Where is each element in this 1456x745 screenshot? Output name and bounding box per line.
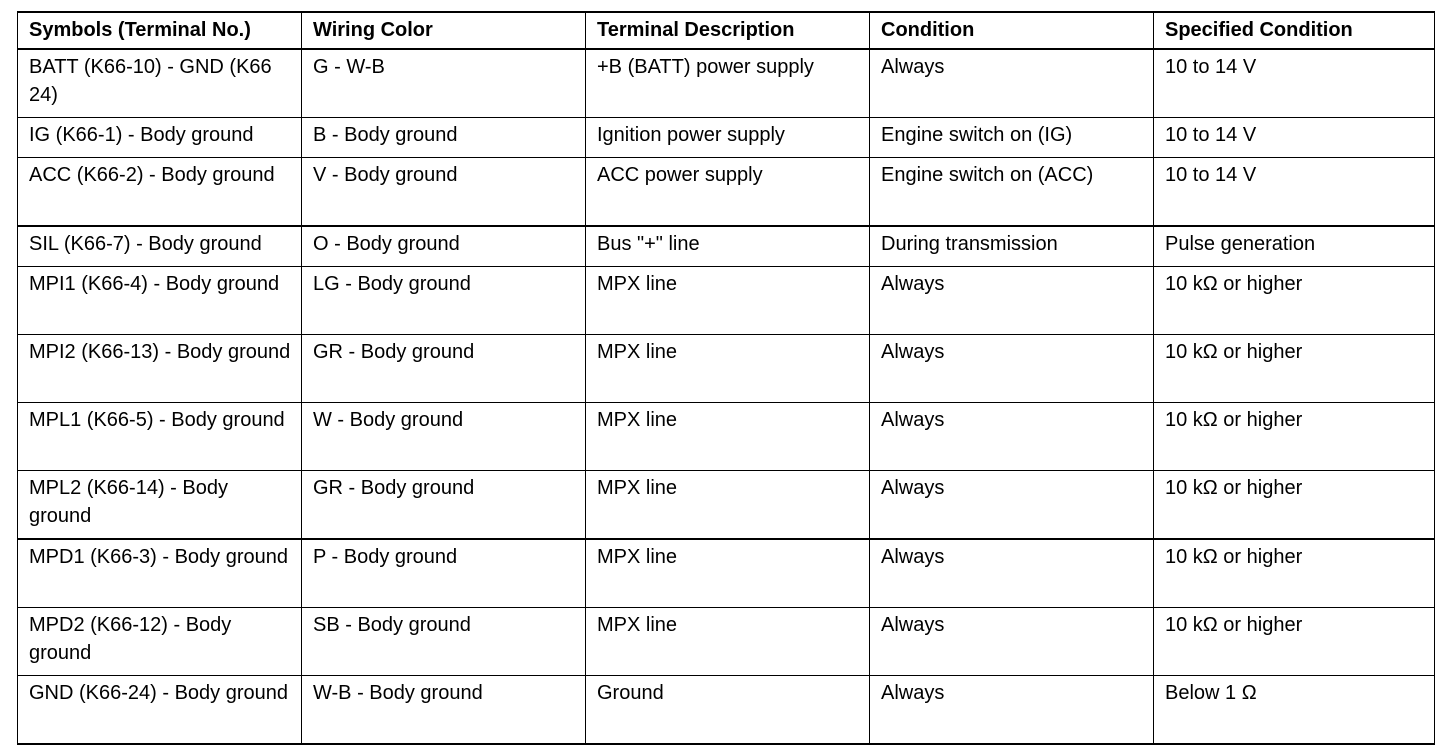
- cell-specified: 10 kΩ or higher: [1154, 267, 1435, 335]
- cell-description: Ground: [586, 676, 870, 745]
- table-header: [18, 12, 1435, 49]
- cell-condition: Always: [870, 49, 1154, 118]
- cell-specified: Below 1 Ω: [1154, 676, 1435, 745]
- cell-symbol: BATT (K66-10) - GND (K66 24): [18, 49, 302, 118]
- cell-specified: 10 kΩ or higher: [1154, 403, 1435, 471]
- cell-description: MPX line: [586, 539, 870, 608]
- cell-description: +B (BATT) power supply: [586, 49, 870, 118]
- cell-description: MPX line: [586, 267, 870, 335]
- table-row: [18, 158, 1435, 227]
- cell-specified: 10 kΩ or higher: [1154, 539, 1435, 608]
- cell-symbol: GND (K66-24) - Body ground: [18, 676, 302, 745]
- cell-symbol: MPI1 (K66-4) - Body ground: [18, 267, 302, 335]
- cell-description: Bus "+" line: [586, 226, 870, 267]
- cell-wiring-color: G - W-B: [302, 49, 586, 118]
- cell-wiring-color: B - Body ground: [302, 118, 586, 158]
- cell-wiring-color: GR - Body ground: [302, 471, 586, 540]
- cell-specified: Pulse generation: [1154, 226, 1435, 267]
- header-specified-condition: Specified Condition: [1154, 12, 1435, 49]
- cell-condition: During transmission: [870, 226, 1154, 267]
- cell-description: MPX line: [586, 335, 870, 403]
- table-row: [18, 608, 1435, 676]
- cell-description: MPX line: [586, 403, 870, 471]
- table-row: [18, 226, 1435, 267]
- cell-specified: 10 kΩ or higher: [1154, 471, 1435, 540]
- header-row: [18, 12, 1435, 49]
- cell-condition: Always: [870, 403, 1154, 471]
- header-wiring-color: Wiring Color: [302, 12, 586, 49]
- table-row: [18, 539, 1435, 608]
- cell-specified: 10 to 14 V: [1154, 118, 1435, 158]
- cell-description: ACC power supply: [586, 158, 870, 227]
- cell-symbol: ACC (K66-2) - Body ground: [18, 158, 302, 227]
- cell-symbol: MPL2 (K66-14) - Body ground: [18, 471, 302, 540]
- header-terminal-description: Terminal Description: [586, 12, 870, 49]
- cell-description: Ignition power supply: [586, 118, 870, 158]
- table-body: [18, 49, 1435, 744]
- cell-condition: Always: [870, 608, 1154, 676]
- header-condition: Condition: [870, 12, 1154, 49]
- cell-symbol: IG (K66-1) - Body ground: [18, 118, 302, 158]
- cell-wiring-color: W-B - Body ground: [302, 676, 586, 745]
- cell-specified: 10 kΩ or higher: [1154, 608, 1435, 676]
- cell-condition: Always: [870, 267, 1154, 335]
- terminal-spec-table: [17, 11, 1435, 745]
- table-row: [18, 118, 1435, 158]
- table-row: [18, 471, 1435, 540]
- cell-wiring-color: P - Body ground: [302, 539, 586, 608]
- cell-condition: Always: [870, 471, 1154, 540]
- cell-wiring-color: GR - Body ground: [302, 335, 586, 403]
- cell-condition: Engine switch on (ACC): [870, 158, 1154, 227]
- cell-symbol: MPD1 (K66-3) - Body ground: [18, 539, 302, 608]
- cell-symbol: MPL1 (K66-5) - Body ground: [18, 403, 302, 471]
- table-row: [18, 676, 1435, 745]
- cell-wiring-color: O - Body ground: [302, 226, 586, 267]
- cell-symbol: MPD2 (K66-12) - Body ground: [18, 608, 302, 676]
- table-row: [18, 267, 1435, 335]
- cell-wiring-color: W - Body ground: [302, 403, 586, 471]
- cell-wiring-color: LG - Body ground: [302, 267, 586, 335]
- table-row: [18, 49, 1435, 118]
- cell-condition: Always: [870, 335, 1154, 403]
- cell-description: MPX line: [586, 608, 870, 676]
- cell-wiring-color: V - Body ground: [302, 158, 586, 227]
- header-symbols: Symbols (Terminal No.): [18, 12, 302, 49]
- cell-condition: Always: [870, 676, 1154, 745]
- cell-condition: Engine switch on (IG): [870, 118, 1154, 158]
- cell-description: MPX line: [586, 471, 870, 540]
- cell-specified: 10 to 14 V: [1154, 49, 1435, 118]
- cell-condition: Always: [870, 539, 1154, 608]
- cell-symbol: MPI2 (K66-13) - Body ground: [18, 335, 302, 403]
- cell-wiring-color: SB - Body ground: [302, 608, 586, 676]
- table-row: [18, 403, 1435, 471]
- cell-symbol: SIL (K66-7) - Body ground: [18, 226, 302, 267]
- cell-specified: 10 to 14 V: [1154, 158, 1435, 227]
- cell-specified: 10 kΩ or higher: [1154, 335, 1435, 403]
- table-row: [18, 335, 1435, 403]
